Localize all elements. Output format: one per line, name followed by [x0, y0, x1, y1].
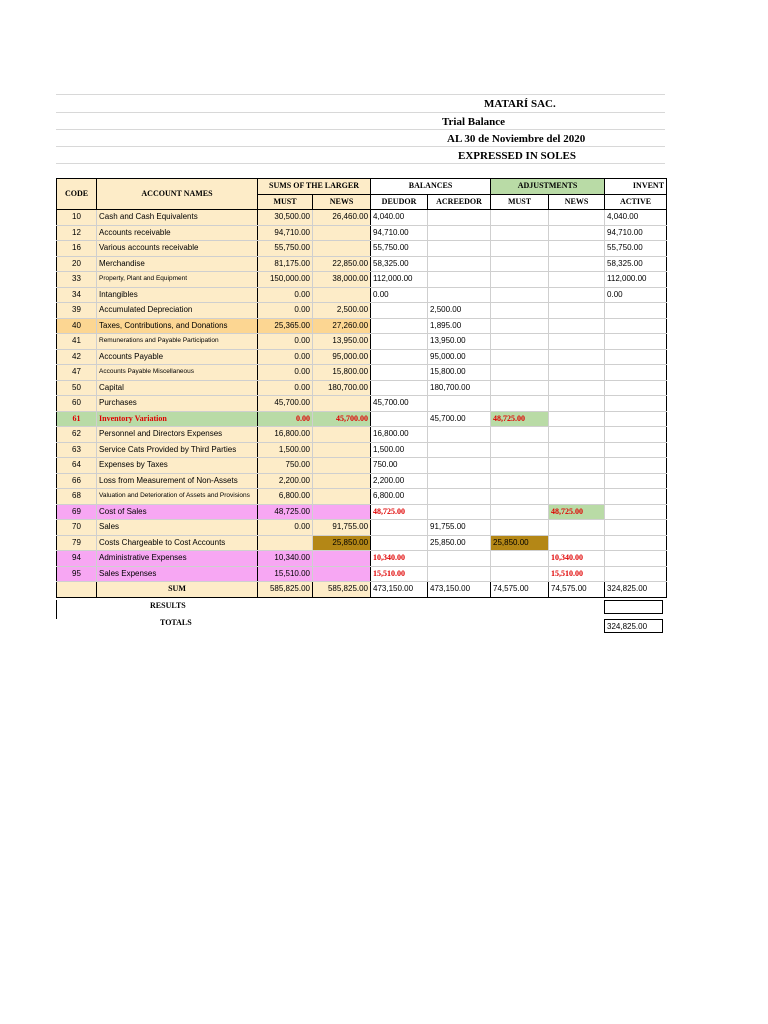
account-name-cell: Sales Expenses [97, 566, 258, 582]
deudor-cell [371, 334, 428, 350]
adj-news-cell [549, 318, 605, 334]
active-cell [605, 504, 667, 520]
sum-value-cell: 74,575.00 [549, 582, 605, 598]
account-name-cell: Service Cats Provided by Third Parties [97, 442, 258, 458]
report-title: Trial Balance [442, 116, 506, 128]
sum-value-cell [57, 582, 97, 598]
adj-news-cell [549, 427, 605, 443]
account-name-cell: Administrative Expenses [97, 551, 258, 567]
table-row [57, 566, 667, 582]
account-name-cell: Personnel and Directors Expenses [97, 427, 258, 443]
account-name-cell: Expenses by Taxes [97, 458, 258, 474]
report-currency: EXPRESSED IN SOLES [458, 150, 576, 162]
must-cell [258, 535, 313, 551]
adj-must-cell: 48,725.00 [491, 411, 549, 427]
news-cell: 27,260.00 [313, 318, 371, 334]
col-active-header: ACTIVE [605, 194, 667, 210]
must-cell: 45,700.00 [258, 396, 313, 412]
adj-news-cell: 48,725.00 [549, 504, 605, 520]
adj-must-cell: 25,850.00 [491, 535, 549, 551]
adj-must-cell [491, 318, 549, 334]
acreedor-cell [428, 287, 491, 303]
table-row [57, 287, 667, 303]
adj-news-cell [549, 334, 605, 350]
col-code-header: CODE [57, 179, 97, 210]
sum-value-cell: 585,825.00 [313, 582, 371, 598]
news-cell [313, 442, 371, 458]
adj-must-cell [491, 334, 549, 350]
table-row [57, 380, 667, 396]
active-cell [605, 349, 667, 365]
news-cell [313, 396, 371, 412]
news-cell: 13,950.00 [313, 334, 371, 350]
deudor-cell: 750.00 [371, 458, 428, 474]
acreedor-cell: 25,850.00 [428, 535, 491, 551]
news-cell: 38,000.00 [313, 272, 371, 288]
acreedor-cell [428, 210, 491, 226]
adj-must-cell [491, 427, 549, 443]
active-cell: 0.00 [605, 287, 667, 303]
adj-news-cell [549, 396, 605, 412]
adj-must-cell [491, 256, 549, 272]
account-name-cell: Remunerations and Payable Participation [97, 334, 258, 350]
adj-news-cell: 15,510.00 [549, 566, 605, 582]
adj-news-cell [549, 349, 605, 365]
adj-must-cell [491, 225, 549, 241]
acreedor-cell: 13,950.00 [428, 334, 491, 350]
news-cell [313, 489, 371, 505]
table-row [57, 520, 667, 536]
must-cell: 25,365.00 [258, 318, 313, 334]
news-cell [313, 504, 371, 520]
account-code-cell: 94 [57, 551, 97, 567]
adj-news-cell [549, 287, 605, 303]
account-code-cell: 10 [57, 210, 97, 226]
account-code-cell: 12 [57, 225, 97, 241]
adj-news-cell [549, 303, 605, 319]
balances-group-header: BALANCES [371, 179, 491, 195]
must-cell: 10,340.00 [258, 551, 313, 567]
deudor-cell [371, 303, 428, 319]
account-code-cell: 41 [57, 334, 97, 350]
adj-must-cell [491, 365, 549, 381]
account-code-cell: 70 [57, 520, 97, 536]
news-cell [313, 287, 371, 303]
adj-news-cell [549, 380, 605, 396]
must-cell: 0.00 [258, 303, 313, 319]
account-code-cell: 39 [57, 303, 97, 319]
active-cell [605, 318, 667, 334]
account-name-cell: Accounts Payable [97, 349, 258, 365]
must-cell: 2,200.00 [258, 473, 313, 489]
account-code-cell: 68 [57, 489, 97, 505]
account-code-cell: 95 [57, 566, 97, 582]
must-cell: 94,710.00 [258, 225, 313, 241]
table-row [57, 396, 667, 412]
must-cell: 750.00 [258, 458, 313, 474]
must-cell: 30,500.00 [258, 210, 313, 226]
account-code-cell: 34 [57, 287, 97, 303]
must-cell: 0.00 [258, 365, 313, 381]
account-code-cell: 79 [57, 535, 97, 551]
acreedor-cell: 45,700.00 [428, 411, 491, 427]
adj-news-cell [549, 210, 605, 226]
news-cell: 45,700.00 [313, 411, 371, 427]
totals-label: TOTALS [160, 618, 192, 627]
active-cell [605, 411, 667, 427]
news-cell: 91,755.00 [313, 520, 371, 536]
account-name-cell: Capital [97, 380, 258, 396]
deudor-cell: 58,325.00 [371, 256, 428, 272]
acreedor-cell [428, 241, 491, 257]
deudor-cell [371, 411, 428, 427]
table-row [57, 272, 667, 288]
active-cell [605, 303, 667, 319]
deudor-cell: 0.00 [371, 287, 428, 303]
deudor-cell [371, 349, 428, 365]
deudor-cell: 1,500.00 [371, 442, 428, 458]
adj-must-cell [491, 380, 549, 396]
acreedor-cell [428, 473, 491, 489]
active-cell [605, 458, 667, 474]
sum-label-cell: SUM [97, 582, 258, 598]
adj-must-cell [491, 520, 549, 536]
adj-must-cell [491, 241, 549, 257]
must-cell: 0.00 [258, 520, 313, 536]
must-cell: 0.00 [258, 380, 313, 396]
news-cell: 95,000.00 [313, 349, 371, 365]
deudor-cell [371, 380, 428, 396]
account-code-cell: 63 [57, 442, 97, 458]
deudor-cell: 112,000.00 [371, 272, 428, 288]
adj-must-cell [491, 396, 549, 412]
col-deudor-header: DEUDOR [371, 194, 428, 210]
adj-news-cell [549, 272, 605, 288]
account-code-cell: 47 [57, 365, 97, 381]
active-cell [605, 566, 667, 582]
adj-must-cell [491, 287, 549, 303]
acreedor-cell [428, 272, 491, 288]
active-cell: 94,710.00 [605, 225, 667, 241]
deudor-cell: 45,700.00 [371, 396, 428, 412]
account-name-cell: Loss from Measurement of Non-Assets [97, 473, 258, 489]
acreedor-cell [428, 225, 491, 241]
adj-news-cell [549, 489, 605, 505]
adjustments-group-header: ADJUSTMENTS [491, 179, 605, 195]
adj-must-cell [491, 504, 549, 520]
news-cell [313, 458, 371, 474]
must-cell: 0.00 [258, 411, 313, 427]
acreedor-cell [428, 256, 491, 272]
currency-row [56, 146, 665, 164]
results-active-cell [604, 600, 663, 614]
account-code-cell: 40 [57, 318, 97, 334]
account-name-cell: Costs Chargeable to Cost Accounts [97, 535, 258, 551]
account-code-cell: 69 [57, 504, 97, 520]
adj-must-cell [491, 458, 549, 474]
account-name-cell: Intangibles [97, 287, 258, 303]
adj-must-cell [491, 473, 549, 489]
table-row [57, 504, 667, 520]
adj-must-cell [491, 349, 549, 365]
sum-value-cell: 74,575.00 [491, 582, 549, 598]
sum-value-cell: 473,150.00 [428, 582, 491, 598]
adj-must-cell [491, 272, 549, 288]
account-code-cell: 20 [57, 256, 97, 272]
adj-must-cell [491, 566, 549, 582]
adj-news-cell: 10,340.00 [549, 551, 605, 567]
active-cell: 55,750.00 [605, 241, 667, 257]
active-cell: 4,040.00 [605, 210, 667, 226]
table-row [57, 442, 667, 458]
news-cell [313, 473, 371, 489]
acreedor-cell [428, 551, 491, 567]
account-name-cell: Merchandise [97, 256, 258, 272]
acreedor-cell [428, 504, 491, 520]
deudor-cell: 94,710.00 [371, 225, 428, 241]
account-code-cell: 16 [57, 241, 97, 257]
account-code-cell: 60 [57, 396, 97, 412]
deudor-cell: 4,040.00 [371, 210, 428, 226]
results-label: RESULTS [150, 601, 186, 610]
company-name: MATARÍ SAC. [484, 98, 556, 110]
news-cell [313, 225, 371, 241]
table-row [57, 318, 667, 334]
sum-value-cell: 324,825.00 [605, 582, 667, 598]
news-cell: 22,850.00 [313, 256, 371, 272]
table-row [57, 241, 667, 257]
acreedor-cell [428, 489, 491, 505]
adj-must-cell [491, 551, 549, 567]
must-cell: 81,175.00 [258, 256, 313, 272]
news-cell: 25,850.00 [313, 535, 371, 551]
deudor-cell: 2,200.00 [371, 473, 428, 489]
active-cell [605, 520, 667, 536]
deudor-cell: 6,800.00 [371, 489, 428, 505]
account-name-cell: Accounts Payable Miscellaneous [97, 365, 258, 381]
table-row [57, 256, 667, 272]
active-cell [605, 535, 667, 551]
active-cell: 112,000.00 [605, 272, 667, 288]
news-cell [313, 241, 371, 257]
table-row [57, 349, 667, 365]
adj-news-cell [549, 520, 605, 536]
trial-balance-table [56, 178, 667, 598]
sum-row [57, 582, 667, 598]
must-cell: 48,725.00 [258, 504, 313, 520]
adj-news-cell [549, 256, 605, 272]
adj-news-cell [549, 535, 605, 551]
table-row [57, 303, 667, 319]
must-cell: 0.00 [258, 334, 313, 350]
account-name-cell: Sales [97, 520, 258, 536]
account-name-cell: Accounts receivable [97, 225, 258, 241]
blank-row [56, 163, 665, 179]
report-row [56, 112, 665, 130]
news-cell [313, 427, 371, 443]
must-cell: 16,800.00 [258, 427, 313, 443]
invent-group-header: INVENT [605, 179, 667, 195]
company-row [56, 94, 665, 113]
acreedor-cell [428, 427, 491, 443]
col-account-names-header: ACCOUNT NAMES [97, 179, 258, 210]
active-cell [605, 334, 667, 350]
deudor-cell: 16,800.00 [371, 427, 428, 443]
table-row [57, 489, 667, 505]
col-acreedor-header: ACREEDOR [428, 194, 491, 210]
must-cell: 55,750.00 [258, 241, 313, 257]
news-cell [313, 566, 371, 582]
active-cell [605, 396, 667, 412]
acreedor-cell [428, 396, 491, 412]
active-cell [605, 442, 667, 458]
sum-value-cell: 585,825.00 [258, 582, 313, 598]
account-code-cell: 42 [57, 349, 97, 365]
table-row [57, 535, 667, 551]
must-cell: 0.00 [258, 349, 313, 365]
deudor-cell: 48,725.00 [371, 504, 428, 520]
acreedor-cell: 180,700.00 [428, 380, 491, 396]
account-code-cell: 66 [57, 473, 97, 489]
deudor-cell: 10,340.00 [371, 551, 428, 567]
totals-active-cell: 324,825.00 [604, 619, 663, 633]
adj-must-cell [491, 442, 549, 458]
adj-must-cell [491, 303, 549, 319]
active-cell [605, 489, 667, 505]
account-code-cell: 64 [57, 458, 97, 474]
news-cell: 180,700.00 [313, 380, 371, 396]
col-news-header: NEWS [313, 194, 371, 210]
deudor-cell [371, 520, 428, 536]
adj-news-cell [549, 473, 605, 489]
deudor-cell [371, 535, 428, 551]
account-name-cell: Purchases [97, 396, 258, 412]
date-row [56, 129, 665, 147]
table-row [57, 225, 667, 241]
account-code-cell: 50 [57, 380, 97, 396]
account-name-cell: Valuation and Deterioration of Assets and Provisions [97, 489, 258, 505]
table-row [57, 411, 667, 427]
news-cell: 26,460.00 [313, 210, 371, 226]
account-name-cell: Taxes, Contributions, and Donations [97, 318, 258, 334]
account-name-cell: Cash and Cash Equivalents [97, 210, 258, 226]
acreedor-cell: 91,755.00 [428, 520, 491, 536]
account-name-cell: Cost of Sales [97, 504, 258, 520]
active-cell [605, 473, 667, 489]
left-rule [56, 600, 57, 619]
active-cell [605, 551, 667, 567]
adj-news-cell [549, 225, 605, 241]
sum-value-cell: 473,150.00 [371, 582, 428, 598]
table-row [57, 458, 667, 474]
must-cell: 15,510.00 [258, 566, 313, 582]
acreedor-cell [428, 458, 491, 474]
must-cell: 6,800.00 [258, 489, 313, 505]
acreedor-cell: 95,000.00 [428, 349, 491, 365]
active-cell [605, 380, 667, 396]
table-row [57, 551, 667, 567]
table-row [57, 427, 667, 443]
adj-news-cell [549, 365, 605, 381]
col-must-header: MUST [258, 194, 313, 210]
news-cell: 15,800.00 [313, 365, 371, 381]
must-cell: 0.00 [258, 287, 313, 303]
group-header-row [57, 179, 667, 195]
account-name-cell: Various accounts receivable [97, 241, 258, 257]
news-cell [313, 551, 371, 567]
acreedor-cell: 2,500.00 [428, 303, 491, 319]
deudor-cell [371, 318, 428, 334]
active-cell [605, 365, 667, 381]
adj-must-cell [491, 210, 549, 226]
acreedor-cell: 15,800.00 [428, 365, 491, 381]
deudor-cell: 15,510.00 [371, 566, 428, 582]
adj-news-cell [549, 442, 605, 458]
deudor-cell [371, 365, 428, 381]
table-row [57, 334, 667, 350]
sums-group-header: SUMS OF THE LARGER [258, 179, 371, 195]
must-cell: 1,500.00 [258, 442, 313, 458]
col-adj-news-header: NEWS [549, 194, 605, 210]
news-cell: 2,500.00 [313, 303, 371, 319]
report-date: AL 30 de Noviembre del 2020 [447, 133, 586, 145]
account-code-cell: 33 [57, 272, 97, 288]
account-name-cell: Property, Plant and Equipment [97, 272, 258, 288]
table-row [57, 473, 667, 489]
adj-news-cell [549, 458, 605, 474]
acreedor-cell: 1,895.00 [428, 318, 491, 334]
adj-news-cell [549, 411, 605, 427]
adj-must-cell [491, 489, 549, 505]
account-code-cell: 62 [57, 427, 97, 443]
account-code-cell: 61 [57, 411, 97, 427]
col-adj-must-header: MUST [491, 194, 549, 210]
table-row [57, 365, 667, 381]
account-name-cell: Accumulated Depreciation [97, 303, 258, 319]
active-cell [605, 427, 667, 443]
table-row [57, 210, 667, 226]
must-cell: 150,000.00 [258, 272, 313, 288]
deudor-cell: 55,750.00 [371, 241, 428, 257]
active-cell: 58,325.00 [605, 256, 667, 272]
account-name-cell: Inventory Variation [97, 411, 258, 427]
acreedor-cell [428, 566, 491, 582]
acreedor-cell [428, 442, 491, 458]
adj-news-cell [549, 241, 605, 257]
